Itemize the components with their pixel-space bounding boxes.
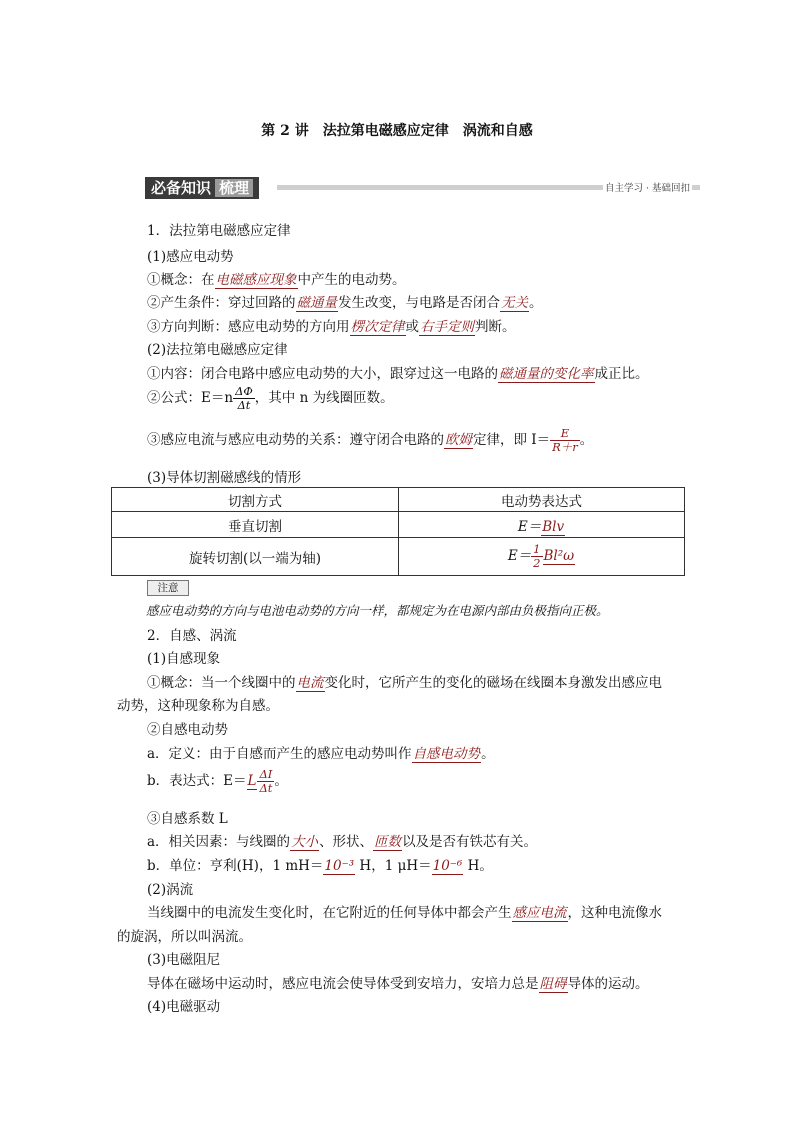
table-cell: 旋转切割(以一端为轴) xyxy=(112,538,399,576)
s2-eddy-cont: 的旋涡，所以叫涡流。 xyxy=(117,929,252,945)
text: 、形状、 xyxy=(319,834,374,850)
answer-fill: 阻碍 xyxy=(539,976,567,992)
table-row xyxy=(112,538,685,576)
answer-fill: Bl²ω xyxy=(543,548,575,564)
table-row xyxy=(112,512,685,538)
emf-table xyxy=(111,487,685,576)
text: 。 xyxy=(579,432,594,448)
answer-fill: 10⁻⁶ xyxy=(432,858,463,874)
denominator: Δt xyxy=(237,398,251,412)
fraction xyxy=(550,427,580,454)
banner-label-text: 必备知识 xyxy=(151,179,212,197)
banner-subtitle: 自主学习 · 基础回扣 xyxy=(603,180,692,194)
numerator: ΔI xyxy=(257,768,274,782)
answer-fill: 自感电动势 xyxy=(412,746,481,762)
text: a．相关因素：与线圈的 xyxy=(147,834,291,850)
fraction xyxy=(257,768,274,795)
table-cell xyxy=(399,512,685,538)
s2-sub2: (2)涡流 xyxy=(147,882,194,898)
s2-concept-cont: 动势，这种现象称为自感。 xyxy=(117,698,279,714)
text: 以及是否有铁芯有关。 xyxy=(402,834,538,850)
text: 中产生的电动势。 xyxy=(297,272,406,288)
answer-fill: 欧姆 xyxy=(445,432,472,448)
answer-fill: 10⁻³ xyxy=(324,858,355,874)
numerator: E xyxy=(550,427,580,441)
text: 导体的运动。 xyxy=(567,976,649,992)
table-header: 电动势表达式 xyxy=(399,488,685,512)
s2-heading: 2．自感、涡流 xyxy=(147,628,237,644)
s2-concept xyxy=(147,671,662,691)
s2-sub1: (1)自感现象 xyxy=(147,651,221,667)
numerator: 1 xyxy=(533,542,541,556)
text: 导体在磁场中运动时，感应电流会使导体受到安培力，安培力总是 xyxy=(147,976,539,992)
text: ①概念：在 xyxy=(147,272,215,288)
answer-fill: 大小 xyxy=(291,834,319,850)
s1-sub2: (2)法拉第电磁感应定律 xyxy=(147,342,288,358)
s2-emf: ②自感电动势 xyxy=(147,722,228,738)
answer-fill: 匝数 xyxy=(374,834,402,850)
denominator: R＋r xyxy=(552,440,578,454)
text: E＝ xyxy=(517,518,542,535)
text: 判断。 xyxy=(475,319,516,335)
banner-label-highlight: 梳理 xyxy=(215,179,253,197)
numerator: ΔΦ xyxy=(235,384,253,398)
s2-definition xyxy=(147,742,495,762)
text: ②产生条件：穿过回路的 xyxy=(147,295,296,311)
s2-sub4: (4)电磁驱动 xyxy=(147,999,221,1015)
text: 。 xyxy=(529,295,543,311)
fraction xyxy=(531,543,542,570)
text: 。 xyxy=(274,773,288,789)
s1-heading: 1．法拉第电磁感应定律 xyxy=(147,223,291,239)
answer-fill: 楞次定律 xyxy=(350,319,405,335)
answer-fill: 电流 xyxy=(296,675,324,691)
text: ①内容：闭合电路中感应电动势的大小，跟穿过这一电路的 xyxy=(147,366,498,382)
answer-fill: 磁通量 xyxy=(296,295,337,311)
s1-content xyxy=(147,362,649,382)
denominator: 2 xyxy=(533,556,541,570)
s2-expression xyxy=(147,768,288,795)
text: ③感应电流与感应电动势的关系：遵守闭合电路的 xyxy=(147,432,444,448)
text: 定律，即 I＝ xyxy=(473,432,551,448)
answer-fill: L xyxy=(247,773,257,789)
banner-label xyxy=(145,177,259,199)
text: 。 xyxy=(481,746,495,762)
text: H，1 μH＝ xyxy=(355,858,432,874)
text: ，这种电流像水 xyxy=(567,905,662,921)
s1-sub1: (1)感应电动势 xyxy=(147,249,234,265)
s2-damping xyxy=(147,972,649,992)
s2-factors xyxy=(147,830,537,850)
text: ③方向判断：感应电动势的方向用 xyxy=(147,319,350,335)
text: 变化时，它所产生的变化的磁场在线圈本身激发出感应电 xyxy=(324,675,662,691)
s1-condition xyxy=(147,291,543,311)
text: E＝ xyxy=(507,548,532,564)
s2-eddy xyxy=(147,901,662,921)
answer-fill: 感应电流 xyxy=(512,905,567,921)
text: 当线圈中的电流发生变化时，在它附近的任何导体中都会产生 xyxy=(147,905,512,921)
table-cell xyxy=(399,538,685,576)
answer-fill: 右手定则 xyxy=(420,319,474,335)
s2-coefficient: ③自感系数 L xyxy=(147,811,228,827)
answer-fill: 电磁感应现象 xyxy=(215,272,297,288)
note-tag xyxy=(147,580,189,596)
table-cell: 垂直切割 xyxy=(112,512,399,538)
text: H。 xyxy=(463,858,493,874)
text: 成正比。 xyxy=(594,366,649,382)
s2-sub3: (3)电磁阻尼 xyxy=(147,952,221,968)
text: 发生改变，与电路是否闭合 xyxy=(338,295,500,311)
s1-formula xyxy=(147,385,394,412)
text: ②公式：E＝n xyxy=(147,390,234,406)
s1-concept xyxy=(147,268,406,288)
answer-fill: 无关 xyxy=(501,295,528,311)
page-title: 第 2 讲 法拉第电磁感应定律 涡流和自感 xyxy=(261,123,533,139)
answer-fill: Blv xyxy=(542,518,565,535)
s1-sub3: (3)导体切割磁感线的情形 xyxy=(147,470,302,486)
text: ①概念：当一个线圈中的 xyxy=(147,675,296,691)
text: b．单位：亨利(H)，1 mH＝ xyxy=(147,858,324,874)
section-banner xyxy=(145,177,700,199)
note-body: 感应电动势的方向与电池电动势的方向一样，都规定为在电源内部由负极指向正极。 xyxy=(146,603,609,618)
text: b．表达式：E＝ xyxy=(147,773,247,789)
note-tag-label: 注意 xyxy=(157,582,179,594)
text: a．定义：由于自感而产生的感应电动势叫作 xyxy=(147,746,412,762)
s2-unit xyxy=(147,854,493,874)
s1-direction xyxy=(147,315,516,335)
table-header: 切割方式 xyxy=(112,488,399,512)
table-header-row xyxy=(112,488,685,512)
denominator: Δt xyxy=(259,781,273,795)
s1-relation xyxy=(147,427,593,454)
text: ，其中 n 为线圈匝数。 xyxy=(254,390,394,406)
text: 或 xyxy=(405,319,419,335)
fraction xyxy=(233,385,255,412)
answer-fill: 磁通量的变化率 xyxy=(499,366,594,382)
